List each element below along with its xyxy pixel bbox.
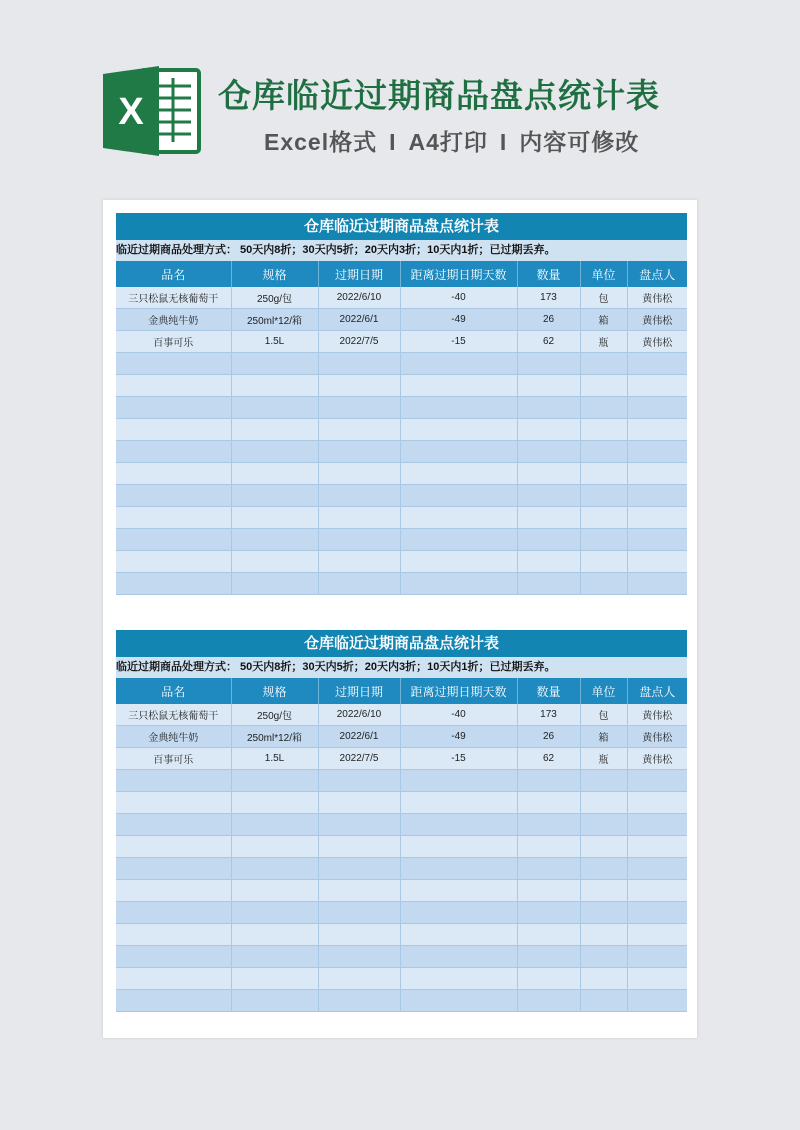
table-cell-empty[interactable] [627, 353, 687, 375]
table-cell[interactable]: 62 [517, 331, 580, 353]
table-cell-empty[interactable] [580, 836, 627, 858]
table-cell-empty[interactable] [400, 968, 517, 990]
table-cell-empty[interactable] [231, 902, 318, 924]
table-row-empty [116, 463, 687, 485]
table-cell-empty[interactable] [116, 353, 231, 375]
table-cell-empty[interactable] [400, 770, 517, 792]
table-cell-empty[interactable] [627, 529, 687, 551]
table-row-empty [116, 924, 687, 946]
table-cell-empty[interactable] [580, 990, 627, 1012]
table-cell-empty[interactable] [517, 507, 580, 529]
table-cell-empty[interactable] [231, 551, 318, 573]
table-cell-empty[interactable] [517, 375, 580, 397]
table-cell[interactable]: 250g/包 [231, 704, 318, 726]
inventory-table [116, 261, 687, 595]
table-cell-empty[interactable] [116, 397, 231, 419]
table-cell-empty[interactable] [580, 397, 627, 419]
table-row-empty [116, 375, 687, 397]
table-row-empty [116, 814, 687, 836]
table-cell-empty[interactable] [116, 792, 231, 814]
table-cell-empty[interactable] [400, 990, 517, 1012]
table-cell[interactable]: -15 [400, 331, 517, 353]
table-cell-empty[interactable] [231, 836, 318, 858]
table-cell-empty[interactable] [318, 792, 400, 814]
table-cell-empty[interactable] [231, 858, 318, 880]
table-cell-empty[interactable] [627, 924, 687, 946]
table-cell[interactable]: 26 [517, 309, 580, 331]
table-cell[interactable]: 250g/包 [231, 287, 318, 309]
table-cell-empty[interactable] [627, 419, 687, 441]
table-cell[interactable]: 百事可乐 [116, 748, 231, 770]
table-cell-empty[interactable] [116, 770, 231, 792]
table-cell[interactable]: 黄伟松 [627, 748, 687, 770]
table-cell-empty[interactable] [580, 551, 627, 573]
table-cell-empty[interactable] [400, 463, 517, 485]
table-row-empty [116, 573, 687, 595]
disposal-note: 临近过期商品处理方式： 50天内8折；30天内5折；20天内3折；10天内1折；已过期丢弃。 [116, 240, 687, 261]
column-header[interactable]: 品名 [116, 261, 231, 287]
table-cell[interactable]: 黄伟松 [627, 331, 687, 353]
table-cell-empty[interactable] [116, 858, 231, 880]
table-cell[interactable]: 173 [517, 287, 580, 309]
table-cell-empty[interactable] [517, 880, 580, 902]
table-cell-empty[interactable] [231, 485, 318, 507]
table-cell-empty[interactable] [580, 770, 627, 792]
table-cell-empty[interactable] [517, 968, 580, 990]
table-cell[interactable]: 2022/6/10 [318, 704, 400, 726]
column-header[interactable]: 单位 [580, 261, 627, 287]
table-cell-empty[interactable] [517, 814, 580, 836]
table-cell-empty[interactable] [517, 924, 580, 946]
table-cell-empty[interactable] [231, 419, 318, 441]
table-cell-empty[interactable] [116, 968, 231, 990]
table-cell-empty[interactable] [318, 419, 400, 441]
table-cell-empty[interactable] [627, 375, 687, 397]
table-cell-empty[interactable] [116, 990, 231, 1012]
table-row-empty [116, 485, 687, 507]
table-cell[interactable]: 三只松鼠无核葡萄干 [116, 287, 231, 309]
spreadsheet-sheet [116, 630, 687, 1012]
document-page [103, 200, 697, 1038]
table-cell-empty[interactable] [318, 814, 400, 836]
table-row [116, 748, 687, 770]
table-cell-empty[interactable] [400, 858, 517, 880]
table-cell[interactable]: -49 [400, 726, 517, 748]
inventory-table [116, 678, 687, 1012]
table-row-empty [116, 441, 687, 463]
table-cell-empty[interactable] [231, 990, 318, 1012]
table-cell-empty[interactable] [318, 573, 400, 595]
table-cell-empty[interactable] [318, 924, 400, 946]
table-cell-empty[interactable] [627, 770, 687, 792]
table-cell-empty[interactable] [318, 770, 400, 792]
table-cell[interactable]: -40 [400, 287, 517, 309]
table-cell-empty[interactable] [580, 946, 627, 968]
table-cell-empty[interactable] [318, 858, 400, 880]
table-cell-empty[interactable] [517, 485, 580, 507]
table-cell-empty[interactable] [400, 792, 517, 814]
table-cell-empty[interactable] [400, 814, 517, 836]
table-cell-empty[interactable] [116, 836, 231, 858]
excel-icon [103, 64, 203, 158]
table-cell-empty[interactable] [400, 551, 517, 573]
table-cell[interactable]: 包 [580, 704, 627, 726]
table-cell-empty[interactable] [400, 419, 517, 441]
table-cell[interactable]: 黄伟松 [627, 726, 687, 748]
table-cell-empty[interactable] [627, 397, 687, 419]
sheet-title: 仓库临近过期商品盘点统计表 [116, 630, 687, 657]
table-cell-empty[interactable] [580, 880, 627, 902]
table-cell-empty[interactable] [231, 880, 318, 902]
table-row-empty [116, 792, 687, 814]
table-cell-empty[interactable] [116, 551, 231, 573]
table-cell-empty[interactable] [400, 836, 517, 858]
table-cell-empty[interactable] [231, 507, 318, 529]
table-row-empty [116, 353, 687, 375]
table-cell-empty[interactable] [318, 880, 400, 902]
table-cell-empty[interactable] [318, 968, 400, 990]
table-row-empty [116, 397, 687, 419]
table-cell[interactable]: 2022/7/5 [318, 748, 400, 770]
table-cell-empty[interactable] [400, 529, 517, 551]
table-cell-empty[interactable] [116, 419, 231, 441]
table-cell-empty[interactable] [627, 946, 687, 968]
table-cell-empty[interactable] [517, 551, 580, 573]
table-cell-empty[interactable] [318, 529, 400, 551]
table-cell-empty[interactable] [517, 573, 580, 595]
table-cell-empty[interactable] [318, 485, 400, 507]
column-header[interactable]: 规格 [231, 261, 318, 287]
table-row-empty [116, 419, 687, 441]
table-row-empty [116, 968, 687, 990]
table-cell-empty[interactable] [400, 507, 517, 529]
table-row-empty [116, 551, 687, 573]
table-row-empty [116, 507, 687, 529]
table-cell-empty[interactable] [231, 375, 318, 397]
table-cell-empty[interactable] [580, 485, 627, 507]
table-cell-empty[interactable] [517, 770, 580, 792]
table-cell-empty[interactable] [400, 353, 517, 375]
table-header-row [116, 678, 687, 704]
table-cell-empty[interactable] [580, 441, 627, 463]
table-row-empty [116, 880, 687, 902]
table-cell-empty[interactable] [116, 880, 231, 902]
table-cell-empty[interactable] [116, 902, 231, 924]
table-cell-empty[interactable] [580, 968, 627, 990]
table-cell-empty[interactable] [318, 441, 400, 463]
table-cell-empty[interactable] [231, 792, 318, 814]
table-cell-empty[interactable] [116, 814, 231, 836]
table-cell-empty[interactable] [231, 463, 318, 485]
table-cell-empty[interactable] [517, 990, 580, 1012]
table-cell-empty[interactable] [580, 529, 627, 551]
table-cell[interactable]: 62 [517, 748, 580, 770]
disposal-note: 临近过期商品处理方式： 50天内8折；30天内5折；20天内3折；10天内1折；已过期丢弃。 [116, 657, 687, 678]
table-header-row [116, 261, 687, 287]
table-cell-empty[interactable] [116, 946, 231, 968]
table-cell-empty[interactable] [231, 814, 318, 836]
column-header[interactable]: 过期日期 [318, 678, 400, 704]
table-cell[interactable]: 箱 [580, 726, 627, 748]
table-cell[interactable]: -15 [400, 748, 517, 770]
table-cell-empty[interactable] [116, 924, 231, 946]
table-cell[interactable]: 包 [580, 287, 627, 309]
table-cell[interactable]: 2022/7/5 [318, 331, 400, 353]
table-cell-empty[interactable] [318, 507, 400, 529]
table-cell[interactable]: 250ml*12/箱 [231, 309, 318, 331]
subtitle-separator: I [499, 129, 508, 155]
table-cell-empty[interactable] [231, 397, 318, 419]
table-cell-empty[interactable] [627, 836, 687, 858]
table-cell[interactable]: 百事可乐 [116, 331, 231, 353]
table-row [116, 331, 687, 353]
table-row [116, 309, 687, 331]
table-cell-empty[interactable] [400, 441, 517, 463]
table-cell-empty[interactable] [580, 924, 627, 946]
table-cell[interactable]: 金典纯牛奶 [116, 309, 231, 331]
table-cell-empty[interactable] [400, 397, 517, 419]
table-cell[interactable]: 黄伟松 [627, 704, 687, 726]
table-cell[interactable]: 金典纯牛奶 [116, 726, 231, 748]
table-cell-empty[interactable] [517, 419, 580, 441]
excel-logo-letter: X [118, 91, 144, 133]
table-cell[interactable]: 26 [517, 726, 580, 748]
table-cell-empty[interactable] [318, 551, 400, 573]
table-cell-empty[interactable] [517, 397, 580, 419]
table-row-empty [116, 836, 687, 858]
subtitle-separator: I [389, 129, 397, 155]
table-cell[interactable]: 黄伟松 [627, 309, 687, 331]
table-cell[interactable]: 黄伟松 [627, 287, 687, 309]
table-cell-empty[interactable] [627, 880, 687, 902]
table-cell-empty[interactable] [627, 902, 687, 924]
page-subtitle [264, 124, 639, 160]
table-cell-empty[interactable] [400, 573, 517, 595]
table-cell-empty[interactable] [116, 375, 231, 397]
table-cell-empty[interactable] [580, 814, 627, 836]
column-header[interactable]: 距离过期日期天数 [400, 678, 517, 704]
table-cell-empty[interactable] [231, 573, 318, 595]
table-cell-empty[interactable] [580, 375, 627, 397]
table-cell-empty[interactable] [318, 902, 400, 924]
table-cell[interactable]: 2022/6/1 [318, 726, 400, 748]
table-cell[interactable]: 250ml*12/箱 [231, 726, 318, 748]
column-header[interactable]: 盘点人 [627, 261, 687, 287]
table-cell-empty[interactable] [627, 858, 687, 880]
sheet-title: 仓库临近过期商品盘点统计表 [116, 213, 687, 240]
table-cell-empty[interactable] [116, 441, 231, 463]
table-row [116, 704, 687, 726]
table-row [116, 726, 687, 748]
table-row [116, 287, 687, 309]
spreadsheet-sheet [116, 213, 687, 595]
table-cell-empty[interactable] [231, 968, 318, 990]
table-cell-empty[interactable] [580, 573, 627, 595]
table-cell-empty[interactable] [116, 507, 231, 529]
table-cell-empty[interactable] [627, 551, 687, 573]
table-cell-empty[interactable] [627, 485, 687, 507]
table-cell-empty[interactable] [116, 485, 231, 507]
table-cell-empty[interactable] [517, 441, 580, 463]
table-cell-empty[interactable] [400, 902, 517, 924]
table-cell-empty[interactable] [627, 814, 687, 836]
table-cell[interactable]: 173 [517, 704, 580, 726]
table-cell-empty[interactable] [116, 529, 231, 551]
table-cell-empty[interactable] [627, 507, 687, 529]
column-header[interactable]: 品名 [116, 678, 231, 704]
table-cell-empty[interactable] [517, 463, 580, 485]
table-cell-empty[interactable] [231, 924, 318, 946]
table-cell-empty[interactable] [517, 353, 580, 375]
table-cell-empty[interactable] [580, 792, 627, 814]
table-cell-empty[interactable] [517, 529, 580, 551]
table-cell-empty[interactable] [517, 902, 580, 924]
table-cell-empty[interactable] [318, 946, 400, 968]
table-row-empty [116, 770, 687, 792]
table-cell-empty[interactable] [400, 924, 517, 946]
subtitle-editable: 内容可修改 [519, 129, 640, 155]
table-cell-empty[interactable] [580, 507, 627, 529]
subtitle-print: A4打印 [408, 129, 488, 155]
table-cell[interactable]: 瓶 [580, 331, 627, 353]
table-cell-empty[interactable] [517, 836, 580, 858]
page-header [0, 0, 800, 190]
table-cell[interactable]: -49 [400, 309, 517, 331]
column-header[interactable]: 过期日期 [318, 261, 400, 287]
table-cell[interactable]: 1.5L [231, 331, 318, 353]
table-cell-empty[interactable] [580, 353, 627, 375]
table-cell-empty[interactable] [517, 946, 580, 968]
subtitle-format: Excel格式 [264, 129, 378, 155]
table-cell-empty[interactable] [627, 441, 687, 463]
table-cell-empty[interactable] [318, 353, 400, 375]
table-cell-empty[interactable] [400, 485, 517, 507]
table-cell-empty[interactable] [318, 990, 400, 1012]
table-row-empty [116, 990, 687, 1012]
table-row-empty [116, 902, 687, 924]
table-cell[interactable]: 箱 [580, 309, 627, 331]
table-cell-empty[interactable] [400, 946, 517, 968]
table-cell-empty[interactable] [627, 968, 687, 990]
table-cell-empty[interactable] [318, 397, 400, 419]
table-cell-empty[interactable] [627, 792, 687, 814]
table-cell-empty[interactable] [580, 858, 627, 880]
column-header[interactable]: 数量 [517, 678, 580, 704]
column-header[interactable]: 数量 [517, 261, 580, 287]
table-cell-empty[interactable] [116, 463, 231, 485]
column-header[interactable]: 距离过期日期天数 [400, 261, 517, 287]
table-cell-empty[interactable] [231, 441, 318, 463]
table-row-empty [116, 858, 687, 880]
table-cell-empty[interactable] [580, 419, 627, 441]
table-cell-empty[interactable] [318, 375, 400, 397]
table-cell-empty[interactable] [318, 836, 400, 858]
table-row-empty [116, 529, 687, 551]
page-title: 仓库临近过期商品盘点统计表 [218, 77, 660, 114]
column-header[interactable]: 单位 [580, 678, 627, 704]
table-cell-empty[interactable] [116, 573, 231, 595]
table-cell[interactable]: 2022/6/1 [318, 309, 400, 331]
column-header[interactable]: 规格 [231, 678, 318, 704]
table-cell-empty[interactable] [627, 990, 687, 1012]
table-cell-empty[interactable] [627, 463, 687, 485]
table-cell-empty[interactable] [517, 792, 580, 814]
table-cell-empty[interactable] [231, 529, 318, 551]
table-cell-empty[interactable] [400, 375, 517, 397]
table-cell-empty[interactable] [231, 770, 318, 792]
column-header[interactable]: 盘点人 [627, 678, 687, 704]
table-cell[interactable]: -40 [400, 704, 517, 726]
table-cell[interactable]: 三只松鼠无核葡萄干 [116, 704, 231, 726]
table-cell[interactable]: 瓶 [580, 748, 627, 770]
table-cell-empty[interactable] [231, 946, 318, 968]
table-cell-empty[interactable] [580, 902, 627, 924]
table-cell-empty[interactable] [400, 880, 517, 902]
table-cell-empty[interactable] [627, 573, 687, 595]
table-cell-empty[interactable] [231, 353, 318, 375]
table-cell-empty[interactable] [517, 858, 580, 880]
table-cell-empty[interactable] [318, 463, 400, 485]
table-row-empty [116, 946, 687, 968]
table-cell[interactable]: 1.5L [231, 748, 318, 770]
table-cell-empty[interactable] [580, 463, 627, 485]
table-cell[interactable]: 2022/6/10 [318, 287, 400, 309]
